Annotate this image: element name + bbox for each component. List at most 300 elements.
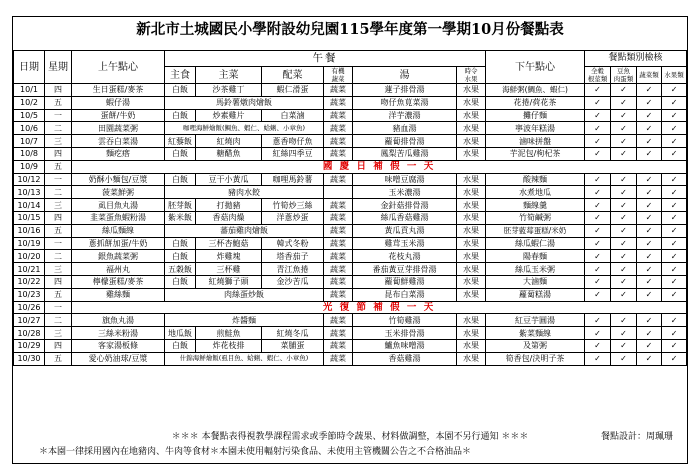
menu-row bbox=[14, 160, 687, 173]
cell-lunch-combined: 肉絲蛋炒飯 bbox=[165, 288, 324, 301]
header-soup: 湯 bbox=[353, 67, 457, 84]
cell-main-dish: 打拋豬 bbox=[196, 199, 262, 212]
cell-date: 10/13 bbox=[14, 186, 45, 199]
cell-organic-veg: 蔬菜 bbox=[324, 199, 353, 212]
cell-pm-snack: 水煮地瓜 bbox=[486, 186, 585, 199]
cell-am-snack: 田園蔬菜粥 bbox=[72, 122, 165, 135]
menu-row bbox=[14, 96, 687, 109]
header-main-dish: 主菜 bbox=[196, 67, 262, 84]
menu-row bbox=[14, 211, 687, 224]
check-mark: ✓ bbox=[637, 122, 662, 135]
cell-soup: 香菇雞湯 bbox=[353, 352, 457, 365]
cell-date: 10/16 bbox=[14, 224, 45, 237]
check-mark: ✓ bbox=[585, 96, 611, 109]
check-mark: ✓ bbox=[637, 288, 662, 301]
cell-pm-snack: 大滷麵 bbox=[486, 275, 585, 288]
cell-soup: 豬血湯 bbox=[353, 122, 457, 135]
cell-am-snack: 絲瓜麵線 bbox=[72, 224, 165, 237]
cell-am-snack: 蛋餅/牛奶 bbox=[72, 109, 165, 122]
check-mark: ✓ bbox=[585, 250, 611, 263]
cell-main-dish: 炒素雞片 bbox=[196, 109, 262, 122]
check-mark: ✓ bbox=[662, 339, 687, 352]
footer-note-food-safety: ＊本園一律採用國內在地豬肉、牛肉等食材＊本園未使用輻射污染食品、未使用主管機關公告之不合格油品＊ bbox=[39, 447, 472, 457]
check-mark: ✓ bbox=[637, 109, 662, 122]
cell-weekday: 三 bbox=[45, 263, 72, 276]
cell-am-snack: 奶酥小麵包/豆漿 bbox=[72, 173, 165, 186]
menu-sheet bbox=[12, 16, 688, 464]
cell-soup: 玉米濃湯 bbox=[353, 186, 457, 199]
cell-weekday: 五 bbox=[45, 352, 72, 365]
menu-title: 新北市土城國民小學附設幼兒園115學年度第一學期10月份餐點表 bbox=[136, 21, 564, 38]
header-staple: 主食 bbox=[165, 67, 196, 84]
cell-fruit: 水果 bbox=[457, 135, 486, 148]
cell-pm-snack: 麵線羹 bbox=[486, 199, 585, 212]
cell-weekday: 二 bbox=[45, 186, 72, 199]
check-mark: ✓ bbox=[662, 237, 687, 250]
cell-am-snack: 福州丸 bbox=[72, 263, 165, 276]
cell-organic-veg: 蔬菜 bbox=[324, 135, 353, 148]
cell-fruit: 水果 bbox=[457, 327, 486, 340]
cell-lunch-combined: 咖哩海鮮燴飯(鯛魚、蝦仁、蛤蜊、小章魚) bbox=[165, 122, 324, 135]
check-mark: ✓ bbox=[662, 122, 687, 135]
cell-soup: 昆布白菜湯 bbox=[353, 288, 457, 301]
check-mark: ✓ bbox=[637, 352, 662, 365]
cell-am-snack: 客家湯板條 bbox=[72, 339, 165, 352]
cell-pm-snack: 絲瓜蝦仁湯 bbox=[486, 237, 585, 250]
header-am-snack: 上午點心 bbox=[72, 51, 165, 84]
cell-organic-veg: 蔬菜 bbox=[324, 147, 353, 160]
cell-pm-snack: 寧波年糕湯 bbox=[486, 122, 585, 135]
cell-organic-veg: 蔬菜 bbox=[324, 339, 353, 352]
menu-row bbox=[14, 186, 687, 199]
cell-organic-veg: 蔬菜 bbox=[324, 275, 353, 288]
check-mark: ✓ bbox=[585, 314, 611, 327]
cell-main-dish: 三杯杏鮑菇 bbox=[196, 237, 262, 250]
cell-pm-snack: 絲瓜玉米粥 bbox=[486, 263, 585, 276]
cell-main-dish: 沙茶雞丁 bbox=[196, 84, 262, 97]
menu-row bbox=[14, 339, 687, 352]
check-mark: ✓ bbox=[611, 173, 637, 186]
cell-pm-snack: 胚芽藍莓蛋糕/米奶 bbox=[486, 224, 585, 237]
check-mark: ✓ bbox=[585, 147, 611, 160]
header-fruit bbox=[457, 67, 486, 84]
check-mark: ✓ bbox=[611, 199, 637, 212]
cell-organic-veg: 蔬菜 bbox=[324, 211, 353, 224]
cell-soup: 番茄黃豆芽排骨湯 bbox=[353, 263, 457, 276]
check-mark: ✓ bbox=[662, 199, 687, 212]
cell-pm-snack: 及第粥 bbox=[486, 339, 585, 352]
check-mark: ✓ bbox=[585, 135, 611, 148]
check-mark: ✓ bbox=[585, 224, 611, 237]
cell-side-dish: 蔥香吻仔魚 bbox=[262, 135, 324, 148]
cell-date: 10/12 bbox=[14, 173, 45, 186]
cell-fruit: 水果 bbox=[457, 314, 486, 327]
cell-organic-veg: 蔬菜 bbox=[324, 84, 353, 97]
cell-soup: 洋芋濃湯 bbox=[353, 109, 457, 122]
check-mark: ✓ bbox=[611, 275, 637, 288]
cell-organic-veg: 蔬菜 bbox=[324, 327, 353, 340]
footer bbox=[13, 429, 687, 463]
check-mark: ✓ bbox=[637, 275, 662, 288]
cell-weekday: 四 bbox=[45, 147, 72, 160]
cell-weekday: 四 bbox=[45, 339, 72, 352]
check-mark: ✓ bbox=[585, 186, 611, 199]
check-mark: ✓ bbox=[637, 84, 662, 97]
cell-soup: 竹筍雞湯 bbox=[353, 314, 457, 327]
cell-fruit: 水果 bbox=[457, 352, 486, 365]
check-mark: ✓ bbox=[637, 339, 662, 352]
check-mark: ✓ bbox=[585, 122, 611, 135]
cell-soup: 玉米排骨湯 bbox=[353, 327, 457, 340]
cell-am-snack: 雲吞白菜湯 bbox=[72, 135, 165, 148]
cell-pm-snack: 海鮮粥(鯛魚、蝦仁) bbox=[486, 84, 585, 97]
cell-lunch-combined: 馬鈴薯燉肉燴飯 bbox=[165, 96, 324, 109]
menu-row bbox=[14, 263, 687, 276]
cell-date: 10/28 bbox=[14, 327, 45, 340]
header-pm-snack: 下午點心 bbox=[486, 51, 585, 84]
check-mark: ✓ bbox=[637, 327, 662, 340]
header-fruits: 水果類 bbox=[662, 67, 687, 84]
cell-side-dish: 竹筍炒三絲 bbox=[262, 199, 324, 212]
check-mark: ✓ bbox=[662, 173, 687, 186]
cell-date: 10/14 bbox=[14, 199, 45, 212]
cell-organic-veg bbox=[324, 186, 353, 199]
cell-pm-snack: 芋泥包/枸杞茶 bbox=[486, 147, 585, 160]
cell-soup: 花枝丸湯 bbox=[353, 250, 457, 263]
cell-staple: 白飯 bbox=[165, 250, 196, 263]
cell-am-snack: 麵疙瘩 bbox=[72, 147, 165, 160]
cell-lunch-combined: 豬肉水餃 bbox=[165, 186, 324, 199]
header-protein-text: 豆魚 肉蛋類 bbox=[613, 67, 634, 83]
cell-main-dish: 香菇肉燥 bbox=[196, 211, 262, 224]
cell-soup: 黃瓜貢丸湯 bbox=[353, 224, 457, 237]
cell-main-dish: 糖醋魚 bbox=[196, 147, 262, 160]
cell-am-snack: 蝦仔湯 bbox=[72, 96, 165, 109]
check-mark: ✓ bbox=[585, 199, 611, 212]
header-grains bbox=[585, 67, 611, 84]
cell-weekday: 四 bbox=[45, 275, 72, 288]
cell-fruit: 水果 bbox=[457, 339, 486, 352]
check-mark: ✓ bbox=[662, 327, 687, 340]
cell-fruit: 水果 bbox=[457, 173, 486, 186]
cell-fruit: 水果 bbox=[457, 288, 486, 301]
cell-fruit: 水果 bbox=[457, 199, 486, 212]
cell-side-dish: 青江魚捲 bbox=[262, 263, 324, 276]
menu-row bbox=[14, 147, 687, 160]
cell-date: 10/23 bbox=[14, 288, 45, 301]
menu-table bbox=[13, 50, 687, 366]
cell-fruit: 水果 bbox=[457, 275, 486, 288]
cell-lunch-combined: 炸醬麵 bbox=[165, 314, 324, 327]
check-mark: ✓ bbox=[637, 147, 662, 160]
cell-organic-veg: 蔬菜 bbox=[324, 109, 353, 122]
header-grains-text: 全穀 根莖類 bbox=[587, 67, 608, 83]
cell-side-dish: 紅絲四季豆 bbox=[262, 147, 324, 160]
cell-soup: 蘿蔔鮮雞湯 bbox=[353, 275, 457, 288]
cell-am-snack: 旗魚丸湯 bbox=[72, 314, 165, 327]
cell-organic-veg: 蔬菜 bbox=[324, 237, 353, 250]
cell-soup: 鱸魚味噌湯 bbox=[353, 339, 457, 352]
check-mark: ✓ bbox=[611, 250, 637, 263]
cell-staple: 白飯 bbox=[165, 339, 196, 352]
cell-main-dish: 紅燒獅子頭 bbox=[196, 275, 262, 288]
cell-fruit: 水果 bbox=[457, 147, 486, 160]
cell-pm-snack: 陽春麵 bbox=[486, 250, 585, 263]
menu-row bbox=[14, 135, 687, 148]
header-organic-veg-text: 有機 蔬菜 bbox=[331, 67, 345, 83]
check-mark: ✓ bbox=[611, 352, 637, 365]
cell-side-dish: 菜脯蛋 bbox=[262, 339, 324, 352]
menu-row bbox=[14, 288, 687, 301]
check-mark: ✓ bbox=[611, 211, 637, 224]
menu-row bbox=[14, 301, 687, 314]
cell-main-dish: 煎鮭魚 bbox=[196, 327, 262, 340]
cell-organic-veg: 蔬菜 bbox=[324, 263, 353, 276]
cell-weekday: 三 bbox=[45, 135, 72, 148]
check-mark: ✓ bbox=[637, 186, 662, 199]
cell-fruit: 水果 bbox=[457, 237, 486, 250]
cell-date: 10/15 bbox=[14, 211, 45, 224]
cell-side-dish: 洋蔥炒蛋 bbox=[262, 211, 324, 224]
cell-soup: 雞茸玉米湯 bbox=[353, 237, 457, 250]
cell-soup: 蓮子排骨湯 bbox=[353, 84, 457, 97]
header-protein bbox=[611, 67, 637, 84]
header-weekday: 星期 bbox=[45, 51, 72, 84]
cell-date: 10/1 bbox=[14, 84, 45, 97]
cell-staple: 白飯 bbox=[165, 147, 196, 160]
check-mark: ✓ bbox=[611, 186, 637, 199]
cell-date: 10/8 bbox=[14, 147, 45, 160]
cell-main-dish: 炸花枝排 bbox=[196, 339, 262, 352]
menu-row bbox=[14, 250, 687, 263]
cell-pm-snack: 竹筍鹹粥 bbox=[486, 211, 585, 224]
cell-staple: 紫米飯 bbox=[165, 211, 196, 224]
check-mark: ✓ bbox=[611, 109, 637, 122]
cell-weekday: 三 bbox=[45, 327, 72, 340]
cell-pm-snack: 蘿蔔糕湯 bbox=[486, 288, 585, 301]
header-organic-veg bbox=[324, 67, 353, 84]
cell-weekday: 五 bbox=[45, 288, 72, 301]
menu-row bbox=[14, 314, 687, 327]
check-mark: ✓ bbox=[637, 314, 662, 327]
cell-organic-veg: 蔬菜 bbox=[324, 122, 353, 135]
check-mark: ✓ bbox=[662, 84, 687, 97]
check-mark: ✓ bbox=[585, 339, 611, 352]
menu-row bbox=[14, 237, 687, 250]
cell-pm-snack: 酸辣麵 bbox=[486, 173, 585, 186]
cell-pm-snack: 筍香包/決明子茶 bbox=[486, 352, 585, 365]
holiday-notice: 國 慶 日 補 假 一 天 bbox=[72, 160, 687, 173]
cell-date: 10/5 bbox=[14, 109, 45, 122]
check-mark: ✓ bbox=[662, 211, 687, 224]
cell-side-dish: 紅燒冬瓜 bbox=[262, 327, 324, 340]
cell-staple: 白飯 bbox=[165, 84, 196, 97]
cell-staple: 白飯 bbox=[165, 109, 196, 122]
cell-organic-veg: 蔬菜 bbox=[324, 250, 353, 263]
cell-date: 10/30 bbox=[14, 352, 45, 365]
cell-organic-veg: 蔬菜 bbox=[324, 314, 353, 327]
check-mark: ✓ bbox=[585, 288, 611, 301]
header-date: 日期 bbox=[14, 51, 45, 84]
check-mark: ✓ bbox=[637, 211, 662, 224]
check-mark: ✓ bbox=[611, 288, 637, 301]
cell-am-snack: 銀魚蔬菜粥 bbox=[72, 250, 165, 263]
cell-side-dish: 塔香茄子 bbox=[262, 250, 324, 263]
check-mark: ✓ bbox=[585, 211, 611, 224]
cell-soup: 金針菇排骨湯 bbox=[353, 199, 457, 212]
check-mark: ✓ bbox=[585, 109, 611, 122]
check-mark: ✓ bbox=[611, 84, 637, 97]
cell-am-snack: 菠菜鮮粥 bbox=[72, 186, 165, 199]
cell-lunch-combined: 蕃茄雞肉燴飯 bbox=[165, 224, 324, 237]
check-mark: ✓ bbox=[662, 186, 687, 199]
check-mark: ✓ bbox=[585, 237, 611, 250]
menu-row bbox=[14, 275, 687, 288]
check-mark: ✓ bbox=[611, 314, 637, 327]
cell-organic-veg: 蔬菜 bbox=[324, 173, 353, 186]
cell-date: 10/29 bbox=[14, 339, 45, 352]
check-mark: ✓ bbox=[637, 135, 662, 148]
cell-pm-snack: 花捲/荷花茶 bbox=[486, 96, 585, 109]
check-mark: ✓ bbox=[637, 250, 662, 263]
cell-side-dish: 白菜滷 bbox=[262, 109, 324, 122]
menu-row bbox=[14, 109, 687, 122]
cell-am-snack: 蔥抓餅加蛋/牛奶 bbox=[72, 237, 165, 250]
cell-staple: 地瓜飯 bbox=[165, 327, 196, 340]
cell-soup: 鳳梨苦瓜雞湯 bbox=[353, 147, 457, 160]
cell-staple: 五穀飯 bbox=[165, 263, 196, 276]
cell-am-snack: 愛心奶油球/豆漿 bbox=[72, 352, 165, 365]
cell-soup: 蘿蔔排骨湯 bbox=[353, 135, 457, 148]
cell-date: 10/21 bbox=[14, 263, 45, 276]
cell-main-dish: 炸雞塊 bbox=[196, 250, 262, 263]
menu-row bbox=[14, 173, 687, 186]
check-mark: ✓ bbox=[637, 263, 662, 276]
check-mark: ✓ bbox=[662, 263, 687, 276]
menu-row bbox=[14, 122, 687, 135]
cell-date: 10/27 bbox=[14, 314, 45, 327]
cell-date: 10/2 bbox=[14, 96, 45, 109]
cell-side-dish: 咖哩馬鈴薯 bbox=[262, 173, 324, 186]
cell-side-dish: 韓式冬粉 bbox=[262, 237, 324, 250]
cell-fruit: 水果 bbox=[457, 224, 486, 237]
check-mark: ✓ bbox=[662, 250, 687, 263]
cell-am-snack: 雞絲麵 bbox=[72, 288, 165, 301]
check-mark: ✓ bbox=[585, 352, 611, 365]
menu-designer: 餐點設計：周珮珊 bbox=[600, 432, 673, 442]
menu-row bbox=[14, 199, 687, 212]
cell-side-dish: 蝦仁滑蛋 bbox=[262, 84, 324, 97]
cell-organic-veg: 蔬菜 bbox=[324, 288, 353, 301]
check-mark: ✓ bbox=[662, 109, 687, 122]
check-mark: ✓ bbox=[611, 122, 637, 135]
cell-date: 10/7 bbox=[14, 135, 45, 148]
cell-weekday: 五 bbox=[45, 96, 72, 109]
cell-weekday: 一 bbox=[45, 109, 72, 122]
check-mark: ✓ bbox=[662, 224, 687, 237]
check-mark: ✓ bbox=[662, 288, 687, 301]
check-mark: ✓ bbox=[611, 224, 637, 237]
check-mark: ✓ bbox=[585, 275, 611, 288]
menu-row bbox=[14, 352, 687, 365]
check-mark: ✓ bbox=[585, 84, 611, 97]
menu-row bbox=[14, 84, 687, 97]
cell-date: 10/26 bbox=[14, 301, 45, 314]
cell-fruit: 水果 bbox=[457, 263, 486, 276]
cell-date: 10/9 bbox=[14, 160, 45, 173]
cell-pm-snack: 滷味拼盤 bbox=[486, 135, 585, 148]
cell-fruit: 水果 bbox=[457, 250, 486, 263]
check-mark: ✓ bbox=[611, 135, 637, 148]
cell-fruit: 水果 bbox=[457, 109, 486, 122]
check-mark: ✓ bbox=[662, 314, 687, 327]
check-mark: ✓ bbox=[637, 96, 662, 109]
menu-row bbox=[14, 224, 687, 237]
holiday-notice: 光 復 節 補 假 一 天 bbox=[72, 301, 687, 314]
check-mark: ✓ bbox=[662, 96, 687, 109]
cell-organic-veg: 蔬菜 bbox=[324, 96, 353, 109]
cell-soup: 吻仔魚莧菜湯 bbox=[353, 96, 457, 109]
check-mark: ✓ bbox=[637, 237, 662, 250]
cell-staple: 白飯 bbox=[165, 275, 196, 288]
cell-lunch-combined: 什錦海鮮燴飯(虱目魚、蛤蜊、蝦仁、小章魚) bbox=[165, 352, 324, 365]
cell-date: 10/6 bbox=[14, 122, 45, 135]
header-lunch: 午餐 bbox=[165, 51, 486, 67]
header-fruit-text: 時令 水果 bbox=[464, 67, 478, 83]
cell-weekday: 五 bbox=[45, 224, 72, 237]
cell-date: 10/22 bbox=[14, 275, 45, 288]
check-mark: ✓ bbox=[585, 327, 611, 340]
cell-staple: 胚芽飯 bbox=[165, 199, 196, 212]
check-mark: ✓ bbox=[662, 135, 687, 148]
check-mark: ✓ bbox=[611, 237, 637, 250]
menu-row bbox=[14, 327, 687, 340]
cell-soup: 味噌豆腐湯 bbox=[353, 173, 457, 186]
check-mark: ✓ bbox=[585, 263, 611, 276]
cell-fruit: 水果 bbox=[457, 122, 486, 135]
check-mark: ✓ bbox=[637, 173, 662, 186]
cell-weekday: 四 bbox=[45, 211, 72, 224]
footer-note-adjust: ＊＊＊ 本餐點表得視教學課程需求或季節時令蔬果、材料做調整，本園不另行通知 ＊＊＊ bbox=[171, 432, 529, 442]
cell-staple: 白飯 bbox=[165, 173, 196, 186]
check-mark: ✓ bbox=[637, 199, 662, 212]
check-mark: ✓ bbox=[662, 147, 687, 160]
check-mark: ✓ bbox=[611, 263, 637, 276]
cell-am-snack: 生日蛋糕/麥茶 bbox=[72, 84, 165, 97]
menu-body bbox=[14, 84, 687, 366]
cell-side-dish: 金沙苦瓜 bbox=[262, 275, 324, 288]
check-mark: ✓ bbox=[611, 96, 637, 109]
check-mark: ✓ bbox=[662, 352, 687, 365]
cell-weekday: 一 bbox=[45, 237, 72, 250]
cell-weekday: 三 bbox=[45, 199, 72, 212]
cell-organic-veg: 蔬菜 bbox=[324, 352, 353, 365]
cell-pm-snack: 攤仔麵 bbox=[486, 109, 585, 122]
cell-weekday: 五 bbox=[45, 160, 72, 173]
cell-fruit: 水果 bbox=[457, 84, 486, 97]
cell-main-dish: 紅燒肉 bbox=[196, 135, 262, 148]
cell-weekday: 四 bbox=[45, 84, 72, 97]
cell-staple: 白飯 bbox=[165, 237, 196, 250]
cell-organic-veg: 蔬菜 bbox=[324, 224, 353, 237]
cell-weekday: 二 bbox=[45, 250, 72, 263]
cell-am-snack: 檸檬蛋糕/麥茶 bbox=[72, 275, 165, 288]
cell-am-snack: 虱目魚丸湯 bbox=[72, 199, 165, 212]
cell-weekday: 二 bbox=[45, 314, 72, 327]
cell-fruit: 水果 bbox=[457, 211, 486, 224]
check-mark: ✓ bbox=[637, 224, 662, 237]
cell-weekday: 二 bbox=[45, 122, 72, 135]
